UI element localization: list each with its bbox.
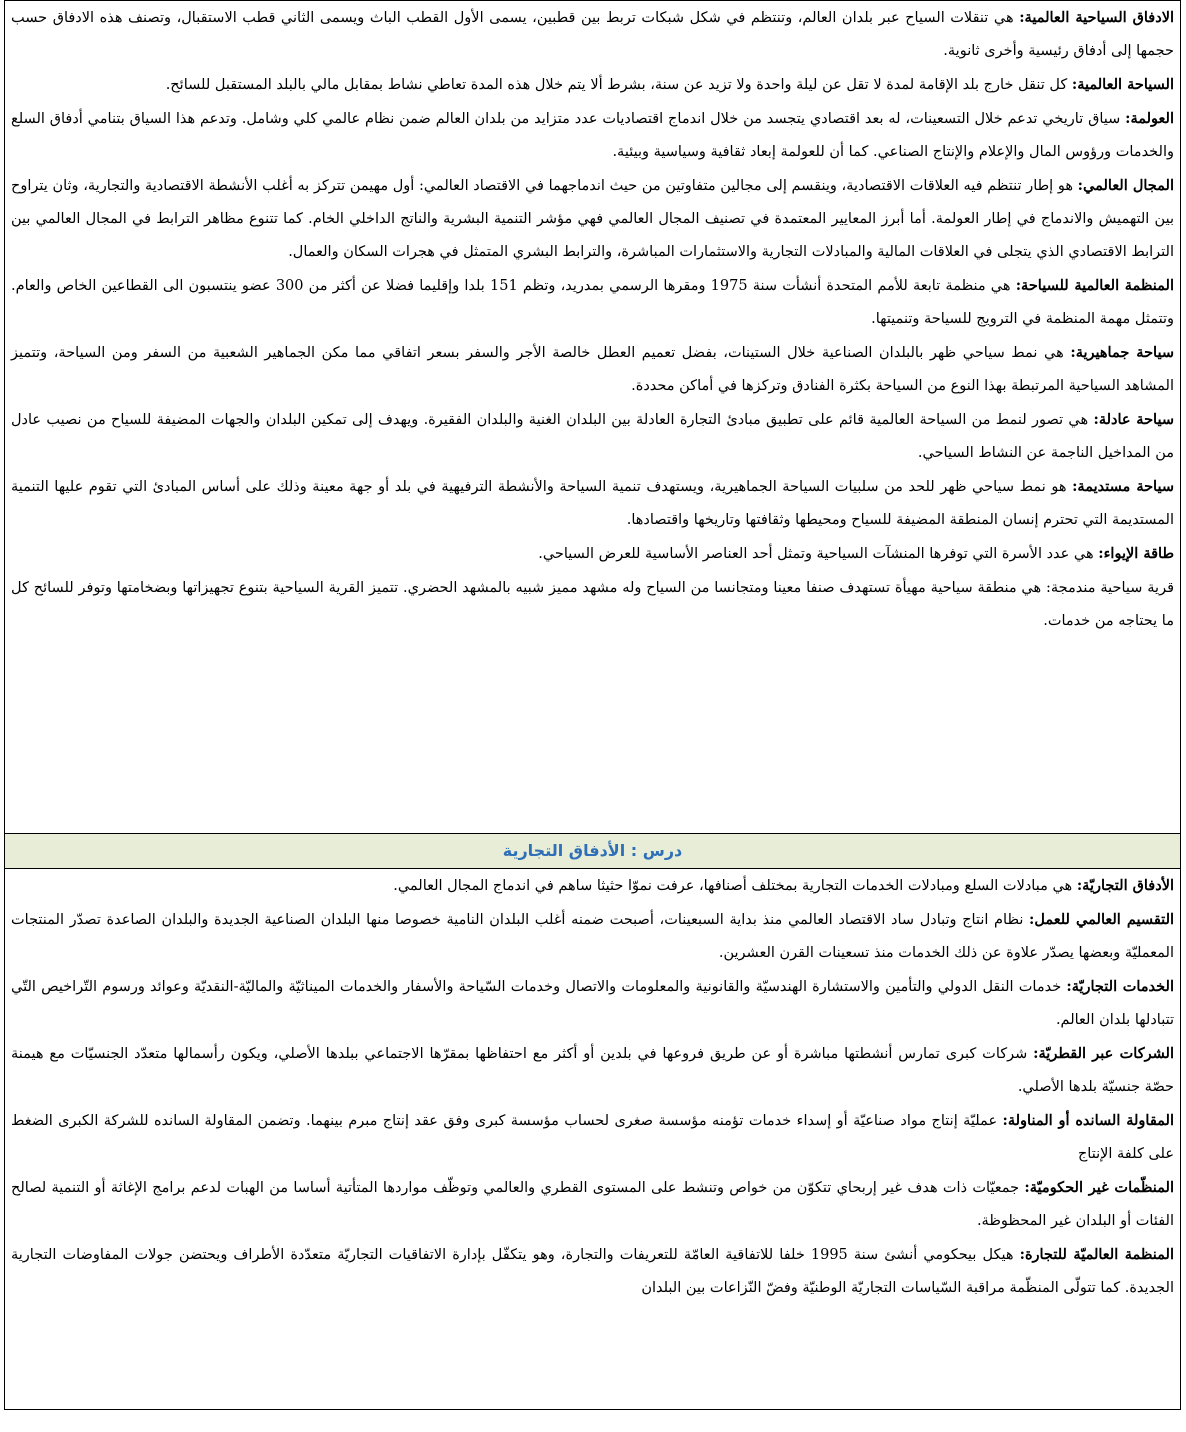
definition-term: طاقة الإيواء: [1098, 545, 1174, 562]
trade-definitions-cell [5, 869, 1181, 1410]
definition-paragraph [11, 68, 1174, 102]
definition-text: هي تنقلات السياح عبر بلدان العالم، وتنتظم في شكل شبكات تربط بين قطبين، يسمى الأول القطب الباث ويسمى الثاني قطب الاستقبال، وتصنف هذه الادفاق حسب حجمها إلى أدفاق رئيسية وأخرى ثانوية. [11, 10, 1174, 59]
definition-paragraph [11, 970, 1174, 1037]
definition-term: المجال العالمي: [1077, 177, 1174, 194]
definition-paragraph [11, 1104, 1174, 1171]
tourism-definitions-cell [5, 1, 1181, 834]
definition-term: المنظمة العالمية للسياحة: [1015, 277, 1174, 294]
definition-term: الادفاق السياحية العالمية: [1019, 9, 1174, 26]
definition-term: سياحة عادلة: [1093, 411, 1174, 428]
definition-text: شركات كبرى تمارس أنشطتها مباشرة أو عن طريق فروعها في بلدين أو أكثر مع احتفاظها بمقرّها الاجتماعي ببلدها الأصلي، ويكون رأسمالها متعدّد الجنسيّات مع هيمنة حصّة جنسيّة بلدها الأصلي. [11, 1046, 1174, 1095]
definition-paragraph [11, 403, 1174, 470]
lesson-heading-cell [5, 834, 1181, 869]
definition-text: هي تصور لنمط من السياحة العالمية قائم على تطبيق مبادئ التجارة العادلة بين البلدان الغنية والبلدان الفقيرة. ويهدف إلى تمكين البلدان والجهات المضيفة للسياح من نصيب عادل من المداخيل الناجمة عن النشاط السياحي. [11, 412, 1174, 461]
definition-term: التقسيم العالمي للعمل: [1029, 911, 1175, 928]
definition-text: هيكل بيحكومي أنشئ سنة 1995 خلفا للاتفاقية العامّة للتعريفات والتجارة، وهو يتكفّل بإدارة الاتفاقيات التجاريّة متعدّدة الأطراف ويحتضن جولات المفاوضات التجارية الجديدة. كما تتولّى المنظّمة مراقبة السّياسات التجاريّة الوطنيّة وفضّ النّزاعات بين البلدان [11, 1247, 1174, 1296]
lesson-title: درس : الأدفاق التجارية [502, 841, 683, 860]
definition-text: كل تنقل خارج بلد الإقامة لمدة لا تقل عن ليلة واحدة ولا تزيد عن سنة، بشرط ألا يتم خلال هذه المدة تعاطي نشاط بمقابل مالي بالبلد المستقبل للسائح. [165, 77, 1072, 93]
definition-term: المنظمة العالميّة للتجارة: [1019, 1246, 1174, 1263]
definition-paragraph [11, 1238, 1174, 1305]
definition-term: العولمة: [1125, 110, 1174, 127]
definition-text: هي مبادلات السلع ومبادلات الخدمات التجارية بمختلف أصنافها، عرفت نموّا حثيثا ساهم في اندماج المجال العالمي. [393, 878, 1077, 894]
definition-term: سياحة جماهيرية: [1070, 344, 1174, 361]
definition-text: هي عدد الأسرة التي توفرها المنشآت السياحية وتمثل أحد العناصر الأساسية للعرض السياحي. [538, 546, 1099, 562]
definition-paragraph [11, 102, 1174, 169]
definition-text: هو إطار تنتظم فيه العلاقات الاقتصادية، وينقسم إلى مجالين متفاوتين من حيث اندماجهما في الاقتصاد العالمي: أول مهيمن تتركز به أغلب الأنشطة الاقتصادية والتجارية، وثان يتراوح بين التهميش والاندماج في إطار العولمة. أما أبرز المعايير المعتمدة في تصنيف المجال العالمي فهي مؤشر التنمية البشرية والناتج الداخلي الخام. كما تتنوع مظاهر الترابط في المجال العالمي بين الترابط الاقتصادي الذي يتجلى في العلاقات المالية والمبادلات التجارية والاستثمارات المباشرة، والترابط البشري المتمثل في هجرات السكان والعمال. [11, 178, 1174, 260]
definition-text: جمعيّات ذات هدف غير إربحاي تتكوّن من خواص وتنشط على المستوى القطري والعالمي وتوظّف مواردها المتأتية أساسا من الهبات لدعم برامج الإغاثة أو التنمية لصالح الفئات أو البلدان غير المحظوظة. [11, 1180, 1174, 1229]
definition-text: سياق تاريخي تدعم خلال التسعينات، له بعد اقتصادي يتجسد من خلال اندماج اقتصاديات عدد متزايد من بلدان العالم ضمن نظام عالمي كلي وشامل. وتدعم هذا السياق بتنامي أدفاق السلع والخدمات ورؤوس المال والإعلام والإنتاج الصناعي. كما أن للعولمة إبعاد ثقافية وسياسية وبيئية. [11, 111, 1174, 160]
definition-paragraph [11, 269, 1174, 336]
definition-paragraph [11, 571, 1174, 638]
definition-term: المقاولة السانده أو المناولة: [1002, 1112, 1174, 1129]
definition-paragraph [11, 169, 1174, 269]
definition-text: قرية سياحية مندمجة: هي منطقة سياحية مهيأة تستهدف صنفا معينا ومتجانسا من السياح وله مشهد مميز شبيه بالمشهد الحضري. تتميز القرية السياحية بتنوع تجهيزاتها وبضخامتها وتوفر للسائح كل ما يحتاجه من خدمات. [11, 580, 1174, 629]
definition-term: الشركات عبر القطريّة: [1033, 1045, 1174, 1062]
definition-paragraph [11, 1171, 1174, 1238]
definition-term: الأدفاق التجاريّة: [1076, 877, 1174, 894]
definition-paragraph [11, 903, 1174, 970]
definition-text: خدمات النقل الدولي والتأمين والاستشارة الهندسيّة والقانونية والمعلومات والاتصال وخدمات السّياحة والأسفار والخدمات الميناثيّة والماليّة-النقديّة وعوائد ورسوم التّراخيص التّي تتبادلها بلدان العالم. [11, 979, 1174, 1028]
definition-text: هو نمط سياحي ظهر للحد من سلبيات السياحة الجماهيرية، ويستهدف تنمية السياحة والأنشطة الترفيهية في بلد أو جهة معينة وذلك على أساس المبادئ التي تقوم عليها التنمية المستديمة التي تحترم إنسان المنطقة المضيفة للسياح ومحيطها وثقافتها وتاريخها واقتصادها. [11, 479, 1174, 528]
definition-paragraph [11, 537, 1174, 571]
definition-text: نظام انتاج وتبادل ساد الاقتصاد العالمي منذ بداية السبعينات، أصبحت ضمنه أغلب البلدان النامية خصوصا منها البلدان الصناعية الجديدة والبلدان الصاعدة تصدّر المنتجات المعمليّة وبعضها يصدّر علاوة عن ذلك الخدمات منذ تسعينات القرن العشرين. [11, 912, 1174, 961]
definition-term: سياحة مستديمة: [1072, 478, 1174, 495]
definition-paragraph [11, 1037, 1174, 1104]
definition-paragraph [11, 470, 1174, 537]
definitions-table [4, 0, 1181, 1410]
definition-text: هي نمط سياحي ظهر بالبلدان الصناعية خلال الستينات، بفضل تعميم العطل خالصة الأجر والسفر بسعر اتفاقي مما مكن الجماهير الشعبية من السفر ومن السياحة، وتتميز المشاهد السياحية المرتبطة بهذا النوع من السياحة بكثرة الفنادق وتركزها في أماكن محددة. [11, 345, 1174, 394]
definition-term: الخدمات التجاريّة: [1066, 978, 1174, 995]
definition-term: السياحة العالمية: [1071, 76, 1174, 93]
definition-text: هي منظمة تابعة للأمم المتحدة أنشأت سنة 1975 ومقرها الرسمي بمدريد، وتظم 151 بلدا وإقليما فضلا عن أكثر من 300 عضو ينتسبون الى القطاعين الخاص والعام. وتتمثل مهمة المنظمة في الترويج للسياحة وتنميتها. [11, 278, 1174, 327]
definition-text: عمليّة إنتاج مواد صناعيّة أو إسداء خدمات تؤمنه مؤسسة صغرى لحساب مؤسسة كبرى وفق عقد إنتاج مبرم بينهما. وتضمن المقاولة السانده للشركة الكبرى الضغط على كلفة الإنتاج [11, 1113, 1174, 1162]
definition-paragraph [11, 869, 1174, 903]
definition-paragraph [11, 1, 1174, 68]
definition-term: المنظّمات غير الحكوميّة: [1024, 1179, 1174, 1196]
definition-paragraph [11, 336, 1174, 403]
